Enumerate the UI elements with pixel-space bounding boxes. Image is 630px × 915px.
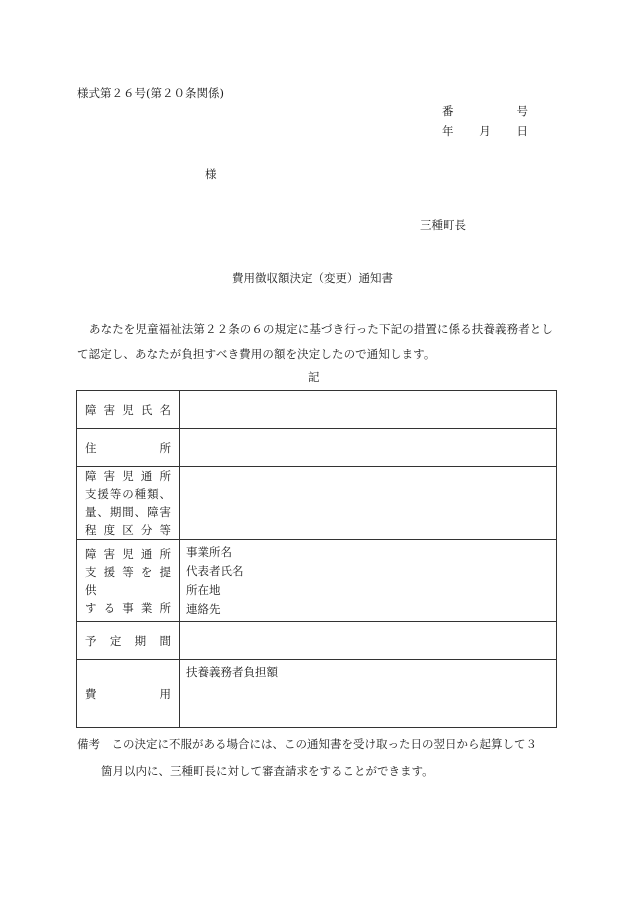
detail-table xyxy=(76,390,557,728)
row-label xyxy=(77,429,180,467)
notes-line-2: 箇月以内に、三種町長に対して審査請求をすることができます。 xyxy=(101,764,434,778)
row-value xyxy=(180,429,557,467)
table-row xyxy=(77,429,557,467)
row-label xyxy=(77,391,180,429)
row-label-line: 支 援 等 を 提 供 xyxy=(85,564,171,597)
date-month: 月 xyxy=(479,124,491,138)
row-label-line: 障 害 児 通 所 xyxy=(85,469,171,483)
row-value-line: 連絡先 xyxy=(186,602,221,616)
form-number: 様式第２６号(第２０条関係) xyxy=(77,86,224,100)
issuer: 三種町長 xyxy=(420,218,466,232)
document-title: 費用徴収額決定（変更）通知書 xyxy=(232,271,393,285)
row-value xyxy=(180,391,557,429)
row-label-line: 障 害 児 通 所 xyxy=(85,546,171,561)
row-label-line: 程 度 区 分 等 xyxy=(85,523,171,537)
row-label-line: す る 事 業 所 xyxy=(85,600,171,615)
row-value-line: 所在地 xyxy=(186,583,221,597)
row-label xyxy=(77,467,180,540)
date-line xyxy=(442,123,528,139)
table-row xyxy=(77,622,557,660)
row-label xyxy=(77,540,180,622)
notes-line-1: 備考 この決定に不服がある場合には、この通知書を受け取った日の翌日から起算して３ xyxy=(77,737,537,751)
notes xyxy=(77,731,557,785)
row-value-line: 代表者氏名 xyxy=(186,564,244,578)
reference-number-line xyxy=(442,103,528,119)
row-label-line: 支援等の種類、 xyxy=(85,487,171,501)
date-year: 年 xyxy=(442,124,454,138)
row-label xyxy=(77,622,180,660)
row-label-line: 住 所 xyxy=(85,440,171,455)
body-text xyxy=(77,317,557,367)
addressee-suffix: 様 xyxy=(205,167,217,181)
number-suffix: 号 xyxy=(516,104,528,118)
table-row xyxy=(77,660,557,728)
row-label xyxy=(77,660,180,728)
table-row xyxy=(77,540,557,622)
table-row xyxy=(77,467,557,540)
row-value-line: 扶養義務者負担額 xyxy=(186,665,278,679)
row-label-line: 費 用 xyxy=(85,686,171,701)
row-value-line: 事業所名 xyxy=(186,545,232,559)
row-label-line: 予 定 期 間 xyxy=(85,633,171,648)
row-value xyxy=(180,467,557,540)
ki-heading: 記 xyxy=(308,370,320,384)
number-label: 番 xyxy=(442,104,454,118)
table-row xyxy=(77,391,557,429)
body-line-1: あなたを児童福祉法第２２条の６の規定に基づき行った下記の措置に係る扶養義務者と xyxy=(89,322,542,336)
row-value xyxy=(180,622,557,660)
body-line-2: して認定し、あなたが負担すべき費用の額を決定したので通知します。 xyxy=(77,322,554,361)
row-label-line: 障 害 児 氏 名 xyxy=(85,402,171,417)
date-day: 日 xyxy=(516,124,528,138)
row-value xyxy=(180,540,557,622)
row-label-line: 量、期間、障害 xyxy=(85,505,171,519)
row-value xyxy=(180,660,557,728)
